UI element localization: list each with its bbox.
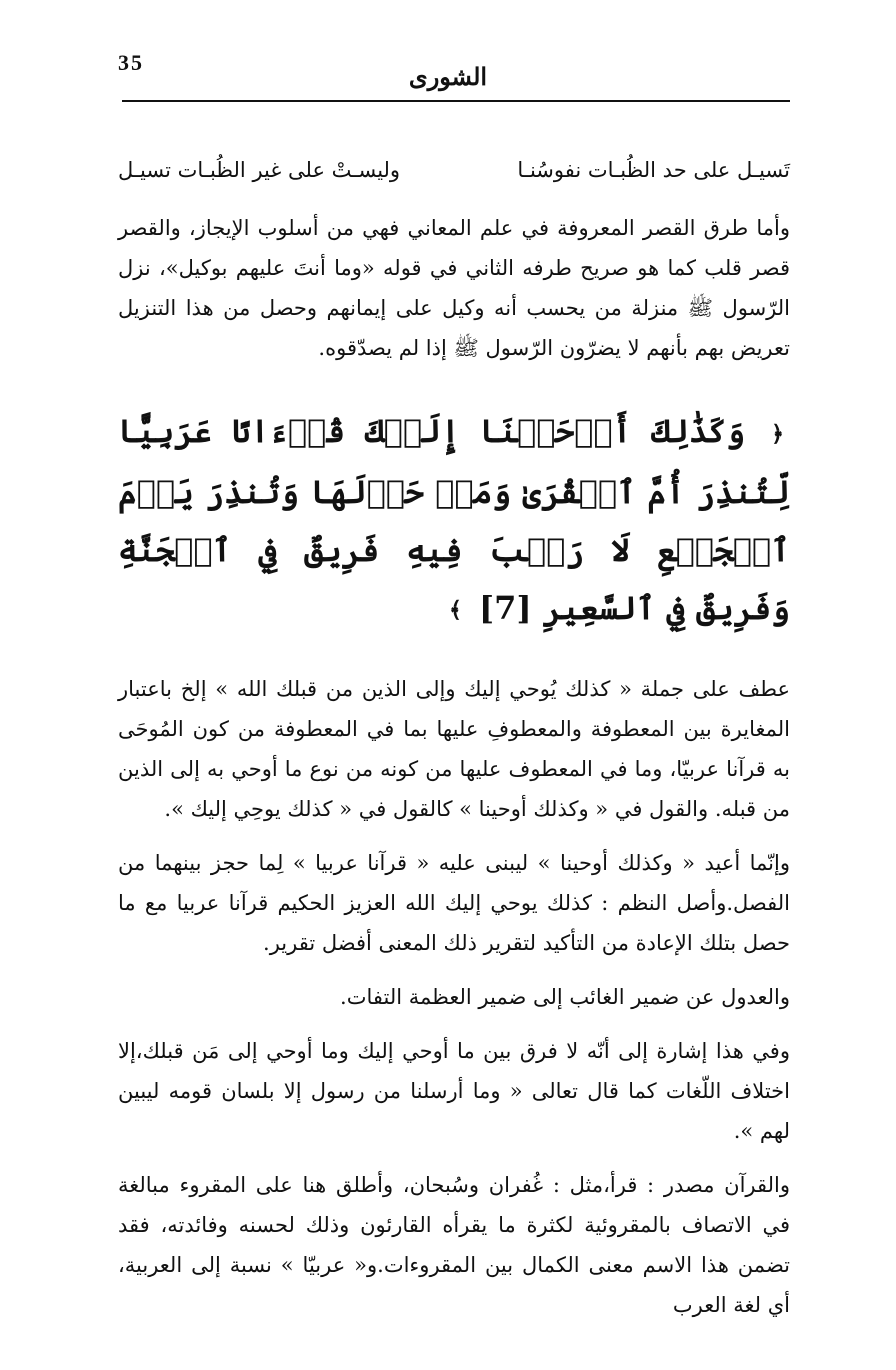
poem-line: [118, 150, 790, 190]
commentary-paragraph: عطف على جملة « كذلك يُوحي إليك وإلى الذين من قبلك الله » إلخ باعتبار المغايرة بين المعطوفة والمعطوفِ عليها بما في المعطوفة من كون المُوحَى به قرآنا عربيّا، وما في المعطوف عليها من كونه من نوع ما أوحي به إلى الذين من قبله. والقول في « وكذلك أوحينا » كالقول في « كذلك يوحِي إليك ».: [118, 677, 790, 821]
verse-open-ornament: ﴿: [771, 420, 785, 447]
header-rule: [122, 100, 790, 102]
quran-verse: [118, 402, 790, 639]
poem-right-hemistich: تَسيـل على حد الظُبـات نفوسُنـا: [517, 158, 790, 182]
commentary-paragraph: والعدول عن ضمير الغائب إلى ضمير العظمة التفات.: [340, 985, 790, 1009]
poem-left-hemistich: وليسـتْ على غير الظُبـات تسيـل: [118, 158, 401, 182]
commentary-paragraph: وإنّما أعيد « وكذلك أوحينا » ليبنى عليه « قرآنا عربيا » لِما حجز بينهما من الفصل.وأصل النظم : كذلك يوحي إليك الله العزيز الحكيم قرآنا عربيا مع ما حصل بتلك الإعادة من التأكيد لتقرير ذلك المعنى أفضل تقرير.: [118, 851, 790, 955]
page-number: 35: [118, 50, 144, 75]
verse-text: وَكَذَٰلِكَ أَوۡحَيۡنَا إِلَيۡكَ قُرۡءَانًا عَرَبِيًّا لِّتُنذِرَ أُمَّ ٱلۡقُرَىٰ وَمَنۡ حَوۡلَهَا وَتُنذِرَ يَوۡمَ ٱلۡجَمۡعِ لَا رَيۡبَ فِيهِ فَرِيقٌ فِي ٱلۡجَنَّةِ وَفَرِيقٌ فِي ٱلسَّعِيرِ [7]: [118, 412, 790, 627]
running-head-title: الشورى: [408, 62, 488, 91]
commentary-paragraph: وفي هذا إشارة إلى أنّه لا فرق بين ما أوحي إليك وما أوحي إلى مَن قبلك،إلا اختلاف اللّغات كما قال تعالى « وما أرسلنا من رسول إلا بلسان قومه ليبين لهم ».: [118, 1039, 790, 1143]
page-body: [118, 150, 790, 1339]
paragraph-qasr: وأما طرق القصر المعروفة في علم المعاني فهي من أسلوب الإيجاز، والقصر قصر قلب كما هو صريح طرفه الثاني في قوله «وما أنتَ عليهم بوكيل»، نزل الرّسول ﷺ منزلة من يحسب أنه وكيل على إيمانهم وحصل من هذا التنزيل تعريض بهم بأنهم لا يضرّون الرّسول ﷺ إذا لم يصدّقوه.: [118, 216, 790, 360]
commentary-paragraph: والقرآن مصدر : قرأ،مثل : غُفران وسُبحان، وأطلق هنا على المقروء مبالغة في الاتصاف بالمقروئية لكثرة ما يقرأه القارئون وذلك لحسنه وفائدته، فقد تضمن هذا الاسم معنى الكمال بين المقروءات.و« عربيّا » نسبة إلى العربية، أي لغة العرب: [118, 1173, 790, 1317]
verse-close-ornament: ﴾: [449, 597, 462, 623]
